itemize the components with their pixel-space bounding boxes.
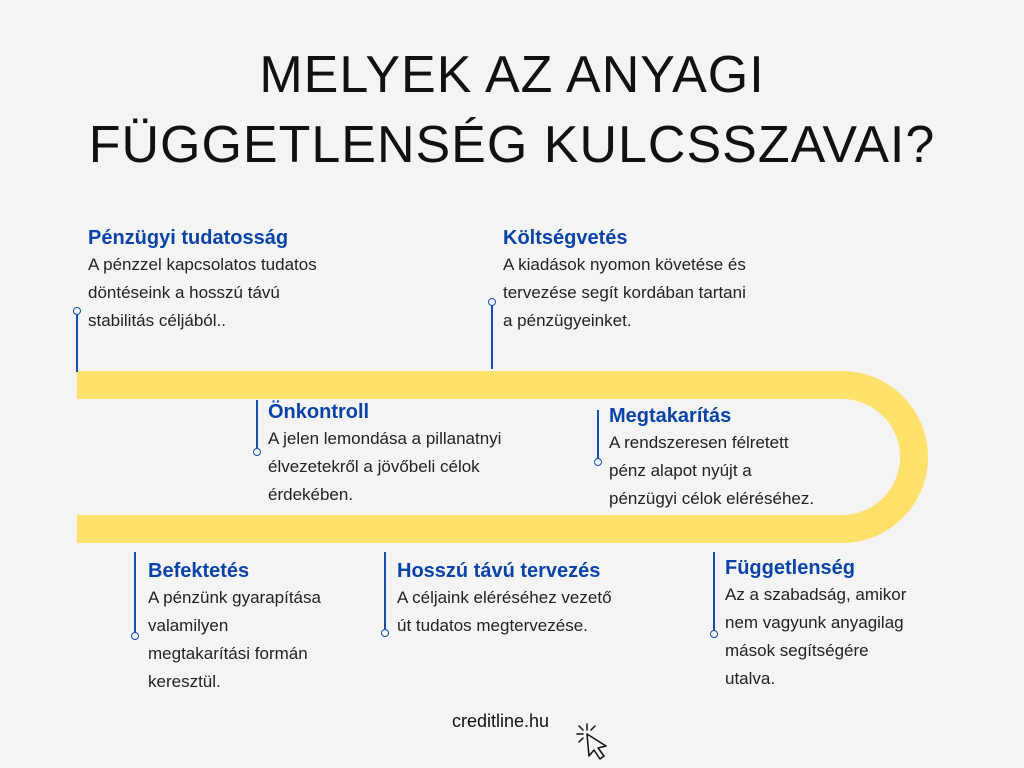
desc-line: út tudatos megtervezése. xyxy=(397,616,588,635)
timeline-marker xyxy=(491,301,493,369)
keyword-desc xyxy=(148,584,378,696)
timeline-marker xyxy=(256,400,258,454)
desc-line: Az a szabadság, amikor xyxy=(725,585,907,604)
keyword-desc xyxy=(268,425,578,509)
desc-line: döntéseink a hosszú távú xyxy=(88,283,280,302)
desc-line: élvezetekről a jövőbeli célok xyxy=(268,457,480,476)
keyword-card xyxy=(268,399,578,509)
keyword-card xyxy=(88,225,398,335)
desc-line: A kiadások nyomon követése és xyxy=(503,255,746,274)
footer-website: creditline.hu xyxy=(452,711,550,731)
keyword-desc xyxy=(609,429,889,513)
desc-line: A pénzünk gyarapítása xyxy=(148,588,321,607)
keyword-title: Hosszú távú tervezés xyxy=(397,560,601,582)
desc-line: A rendszeresen félretett xyxy=(609,433,789,452)
desc-line: A céljaink eléréséhez vezető xyxy=(397,588,612,607)
title-line-1: MELYEK AZ ANYAGI xyxy=(259,46,765,104)
keyword-desc xyxy=(88,251,398,335)
keyword-title: Megtakarítás xyxy=(609,405,732,427)
desc-line: érdekében. xyxy=(268,485,354,504)
keyword-card xyxy=(725,555,985,693)
desc-line: pénz alapot nyújt a xyxy=(609,461,752,480)
desc-line: mások segítségére xyxy=(725,641,869,660)
keyword-desc xyxy=(725,581,985,693)
desc-line: megtakarítási formán xyxy=(148,644,308,663)
keyword-desc xyxy=(503,251,823,335)
desc-line: stabilitás céljából.. xyxy=(88,311,226,330)
timeline-marker xyxy=(384,552,386,636)
keyword-card xyxy=(148,558,378,696)
desc-line: nem vagyunk anyagilag xyxy=(725,613,904,632)
timeline-marker xyxy=(597,410,599,464)
keyword-card xyxy=(397,558,687,640)
desc-line: a pénzügyeinket. xyxy=(503,311,632,330)
cursor-click-icon xyxy=(573,722,613,762)
keyword-title: Befektetés xyxy=(148,560,250,582)
keyword-title: Függetlenség xyxy=(725,557,856,579)
timeline-marker xyxy=(134,552,136,640)
keyword-title: Pénzügyi tudatosság xyxy=(88,227,289,249)
timeline-marker xyxy=(713,552,715,638)
desc-line: tervezése segít kordában tartani xyxy=(503,283,746,302)
keyword-title: Önkontroll xyxy=(268,401,370,423)
keyword-title: Költségvetés xyxy=(503,227,628,249)
desc-line: utalva. xyxy=(725,669,776,688)
timeline-marker xyxy=(76,310,78,372)
desc-line: pénzügyi célok eléréséhez. xyxy=(609,489,815,508)
desc-line: valamilyen xyxy=(148,616,229,635)
title-line-2: FÜGGETLENSÉG KULCSSZAVAI? xyxy=(88,116,936,174)
desc-line: A jelen lemondása a pillanatnyi xyxy=(268,429,502,448)
keyword-desc xyxy=(397,584,687,640)
keyword-card xyxy=(503,225,823,335)
desc-line: A pénzzel kapcsolatos tudatos xyxy=(88,255,317,274)
desc-line: keresztül. xyxy=(148,672,221,691)
keyword-card xyxy=(609,403,889,513)
